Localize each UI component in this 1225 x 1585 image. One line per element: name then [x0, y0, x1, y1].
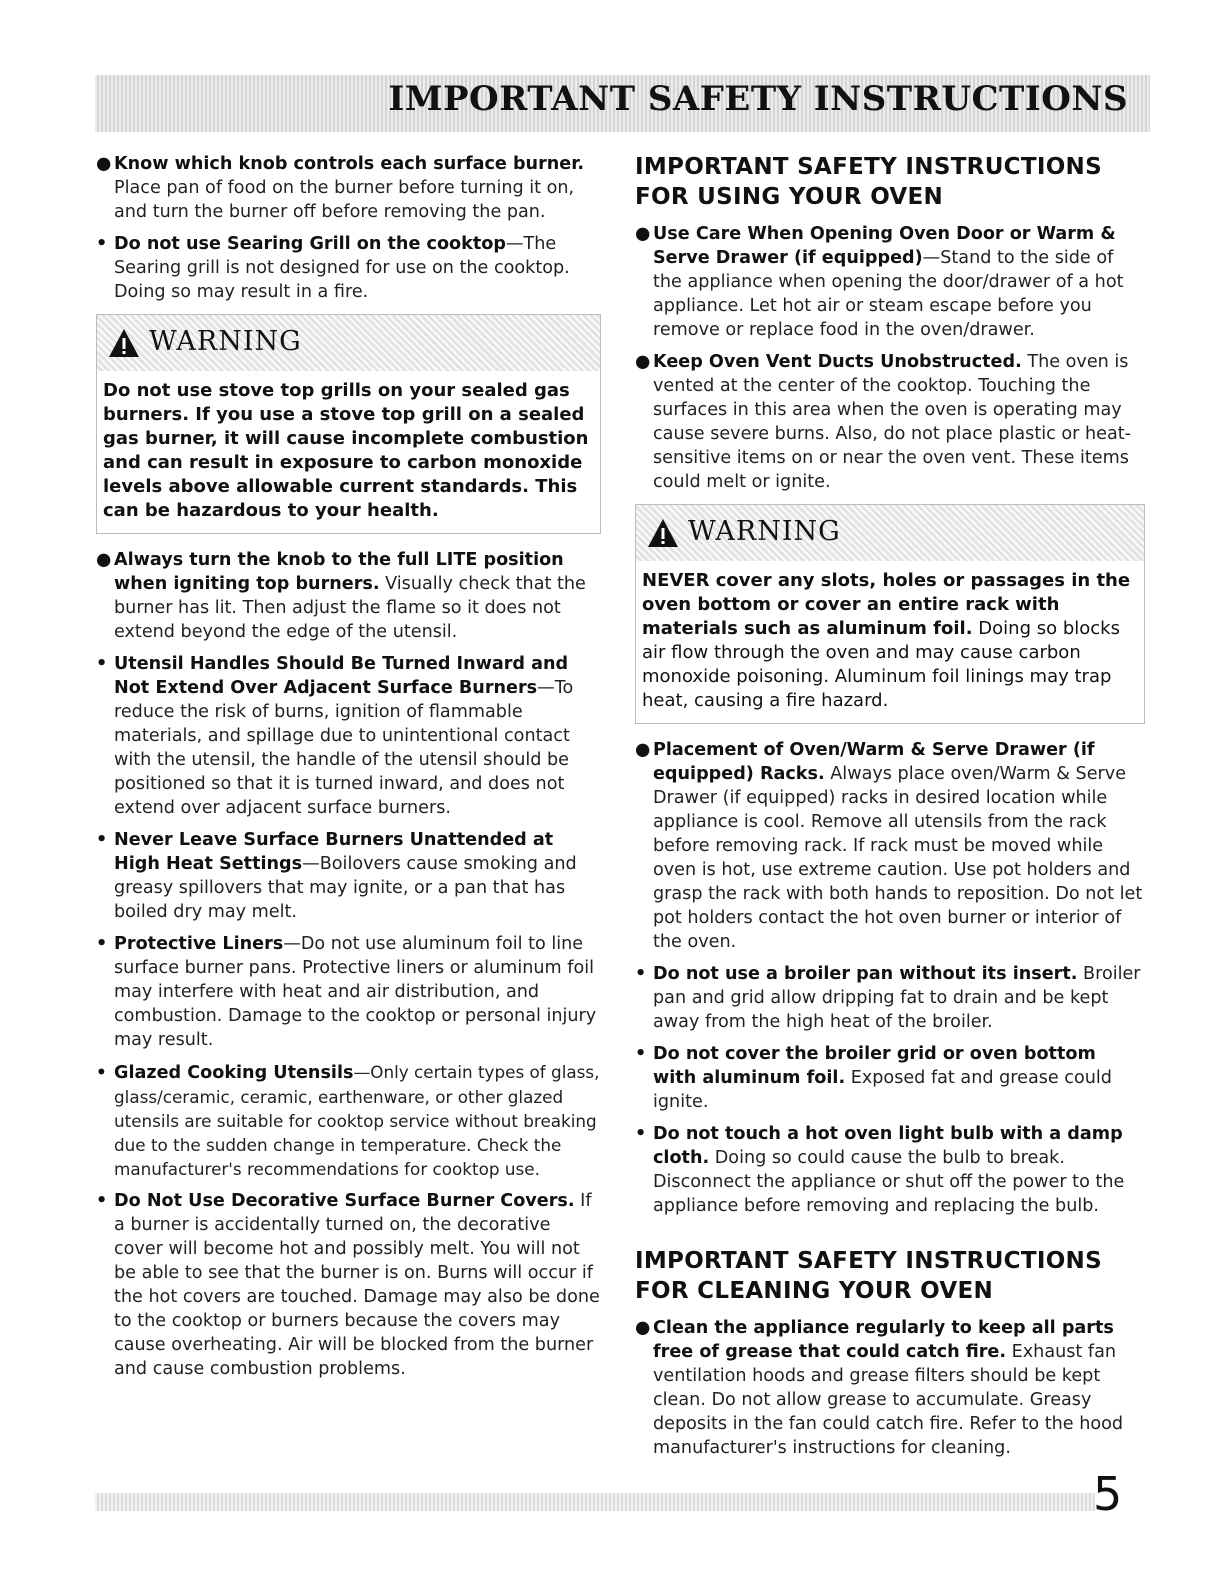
item-heading: Do Not Use Decorative Surface Burner Covers.: [114, 1191, 575, 1211]
right-column: [635, 152, 1145, 1468]
item-text: —Only certain types of glass, glass/ceramic, ceramic, earthenware, or other glazed utensils are suitable for cooktop service without breaking due to the sudden change in temperature. Check the manufacturer's recommendations for cooktop use.: [114, 1062, 600, 1179]
list-item: [96, 152, 601, 224]
item-heading: Utensil Handles Should Be Turned Inward and Not Extend Over Adjacent Surface Burners: [114, 654, 569, 698]
bullet-icon: ●: [635, 740, 651, 760]
bullet-icon: •: [635, 964, 647, 984]
list-item: [635, 222, 1145, 342]
header-banner: [95, 75, 1150, 132]
item-heading: Keep Oven Vent Ducts Unobstructed.: [653, 352, 1022, 372]
warning-plain-text: Doing so blocks air flow through the oven and may cause carbon monoxide poisoning. Aluminum foil linings may trap heat, causing a fire hazard.: [642, 618, 1120, 711]
item-heading: Protective Liners: [114, 934, 284, 954]
item-heading: Always turn the knob to the full LITE position when igniting top burners.: [114, 550, 564, 594]
bullet-icon: ●: [635, 1318, 651, 1338]
list-item: [635, 1316, 1145, 1460]
bullet-icon: ●: [96, 550, 112, 570]
warning-label: WARNING: [149, 326, 302, 357]
warning-triangle-icon: [646, 517, 680, 549]
bullet-icon: •: [96, 654, 108, 674]
item-text: —The Searing grill is not designed for use on the cooktop. Doing so may result in a fire.: [114, 234, 570, 302]
list-item: [96, 548, 601, 644]
warning-triangle-icon: [107, 327, 141, 359]
item-heading: Use Care When Opening Oven Door or Warm & Serve Drawer (if equipped): [653, 224, 1116, 268]
list-item: [635, 1122, 1145, 1218]
section-title-using-oven: IMPORTANT SAFETY INSTRUCTIONS FOR USING YOUR OVEN: [635, 154, 1102, 210]
bullet-icon: •: [96, 1191, 108, 1211]
footer-bar: [95, 1493, 1095, 1511]
bullet-icon: ●: [635, 352, 651, 372]
item-text: Visually check that the burner has lit. Then adjust the flame so it does not extend beyond the edge of the utensil.: [114, 574, 586, 642]
item-heading: Do not use Searing Grill on the cooktop: [114, 234, 506, 254]
bullet-icon: •: [96, 830, 108, 850]
list-item: [635, 962, 1145, 1034]
list-item: [635, 738, 1145, 954]
item-text: Always place oven/Warm & Serve Drawer (if equipped) racks in desired location while appliance is cool. Remove all utensils from the rack before removing rack. If rack must be moved while oven is hot, use extreme caution. Use pot holders and grasp the rack with both hands to reposition. Do not let pot holders contact the hot oven burner or interior of the oven.: [653, 764, 1143, 952]
warning-header: [636, 505, 1144, 561]
list-item: [96, 232, 601, 304]
bullet-icon: •: [96, 1062, 107, 1082]
list-item: [635, 1042, 1145, 1114]
list-item: [96, 932, 601, 1052]
item-heading: Glazed Cooking Utensils: [114, 1063, 354, 1083]
bullet-icon: •: [96, 934, 108, 954]
warning-box: [635, 504, 1145, 724]
warning-bold-text: NEVER cover any slots, holes or passages in the oven bottom or cover an entire rack with materials such as aluminum foil.: [642, 570, 1131, 639]
item-text: Broiler pan and grid allow dripping fat to drain and be kept away from the high heat of the broiler.: [653, 964, 1141, 1032]
list-item: [96, 1060, 601, 1181]
list-item: [96, 652, 601, 820]
section-title-cleaning-oven: IMPORTANT SAFETY INSTRUCTIONS FOR CLEANING YOUR OVEN: [635, 1248, 1102, 1304]
item-heading: Placement of Oven/Warm & Serve Drawer (if equipped) Racks.: [653, 740, 1095, 784]
bullet-icon: ●: [635, 224, 651, 244]
item-text: —Boilovers cause smoking and greasy spillovers that may ignite, or a pan that has boiled dry may melt.: [114, 854, 577, 922]
left-column: [96, 152, 601, 1389]
bullet-icon: •: [635, 1044, 647, 1064]
item-text: —To reduce the risk of burns, ignition of flammable materials, and spillage due to unintentional contact with the utensil, the handle of the utensil should be positioned so that it is turned inward, and does not extend over adjacent surface burners.: [114, 678, 574, 818]
item-text: Doing so could cause the bulb to break. Disconnect the appliance or shut off the power to the appliance before removing and replacing the bulb.: [653, 1148, 1125, 1216]
item-heading: Clean the appliance regularly to keep all parts free of grease that could catch fire.: [653, 1318, 1114, 1362]
warning-box: [96, 314, 601, 534]
page-title: IMPORTANT SAFETY INSTRUCTIONS: [388, 79, 1128, 119]
warning-header: [97, 315, 600, 371]
item-heading: Do not touch a hot oven light bulb with a damp cloth.: [653, 1124, 1123, 1168]
item-text: Exhaust fan ventilation hoods and grease filters should be kept clean. Do not allow grease to accumulate. Greasy deposits in the fan could catch fire. Refer to the hood manufacturer's instructions for cleaning.: [653, 1342, 1124, 1458]
warning-text: [636, 561, 1144, 723]
item-text: If a burner is accidentally turned on, the decorative cover will become hot and possibly melt. You will not be able to see that the burner is on. Burns will occur if the hot covers are touched. Damage may also be done to the cooktop or burners because the covers may cause overheating. Air will be blocked from the burner and cause combustion problems.: [114, 1191, 600, 1379]
warning-label: WARNING: [688, 516, 841, 547]
page-number: 5: [1093, 1467, 1123, 1521]
item-heading: Know which knob controls each surface burner.: [114, 154, 585, 174]
item-heading: Do not cover the broiler grid or oven bottom with aluminum foil.: [653, 1044, 1096, 1088]
bullet-icon: •: [635, 1124, 647, 1144]
item-text: Place pan of food on the burner before turning it on, and turn the burner off before removing the pan.: [114, 178, 575, 222]
item-heading: Never Leave Surface Burners Unattended at High Heat Settings: [114, 830, 554, 874]
warning-text: Do not use stove top grills on your sealed gas burners. If you use a stove top grill on a sealed gas burner, it will cause incomplete combustion and can result in exposure to carbon monoxide levels above allowable current standards. This can be hazardous to your health.: [103, 380, 589, 521]
bullet-icon: ●: [96, 154, 112, 174]
bullet-icon: •: [96, 234, 108, 254]
list-item: [96, 1189, 601, 1381]
item-text: The oven is vented at the center of the cooktop. Touching the surfaces in this area when the oven is operating may cause severe burns. Also, do not place plastic or heat-sensitive items on or near the oven vent. These items could melt or ignite.: [653, 352, 1131, 492]
item-text: Exposed fat and grease could ignite.: [653, 1068, 1112, 1112]
item-heading: Do not use a broiler pan without its insert.: [653, 964, 1078, 984]
item-text: —Do not use aluminum foil to line surface burner pans. Protective liners or aluminum foil may interfere with heat and air distribution, and combustion. Damage to the cooktop or personal injury may result.: [114, 934, 597, 1050]
item-text: —Stand to the side of the appliance when opening the door/drawer of a hot appliance. Let hot air or steam escape before you remove or replace food in the oven/drawer.: [653, 248, 1124, 340]
list-item: [635, 350, 1145, 494]
list-item: [96, 828, 601, 924]
